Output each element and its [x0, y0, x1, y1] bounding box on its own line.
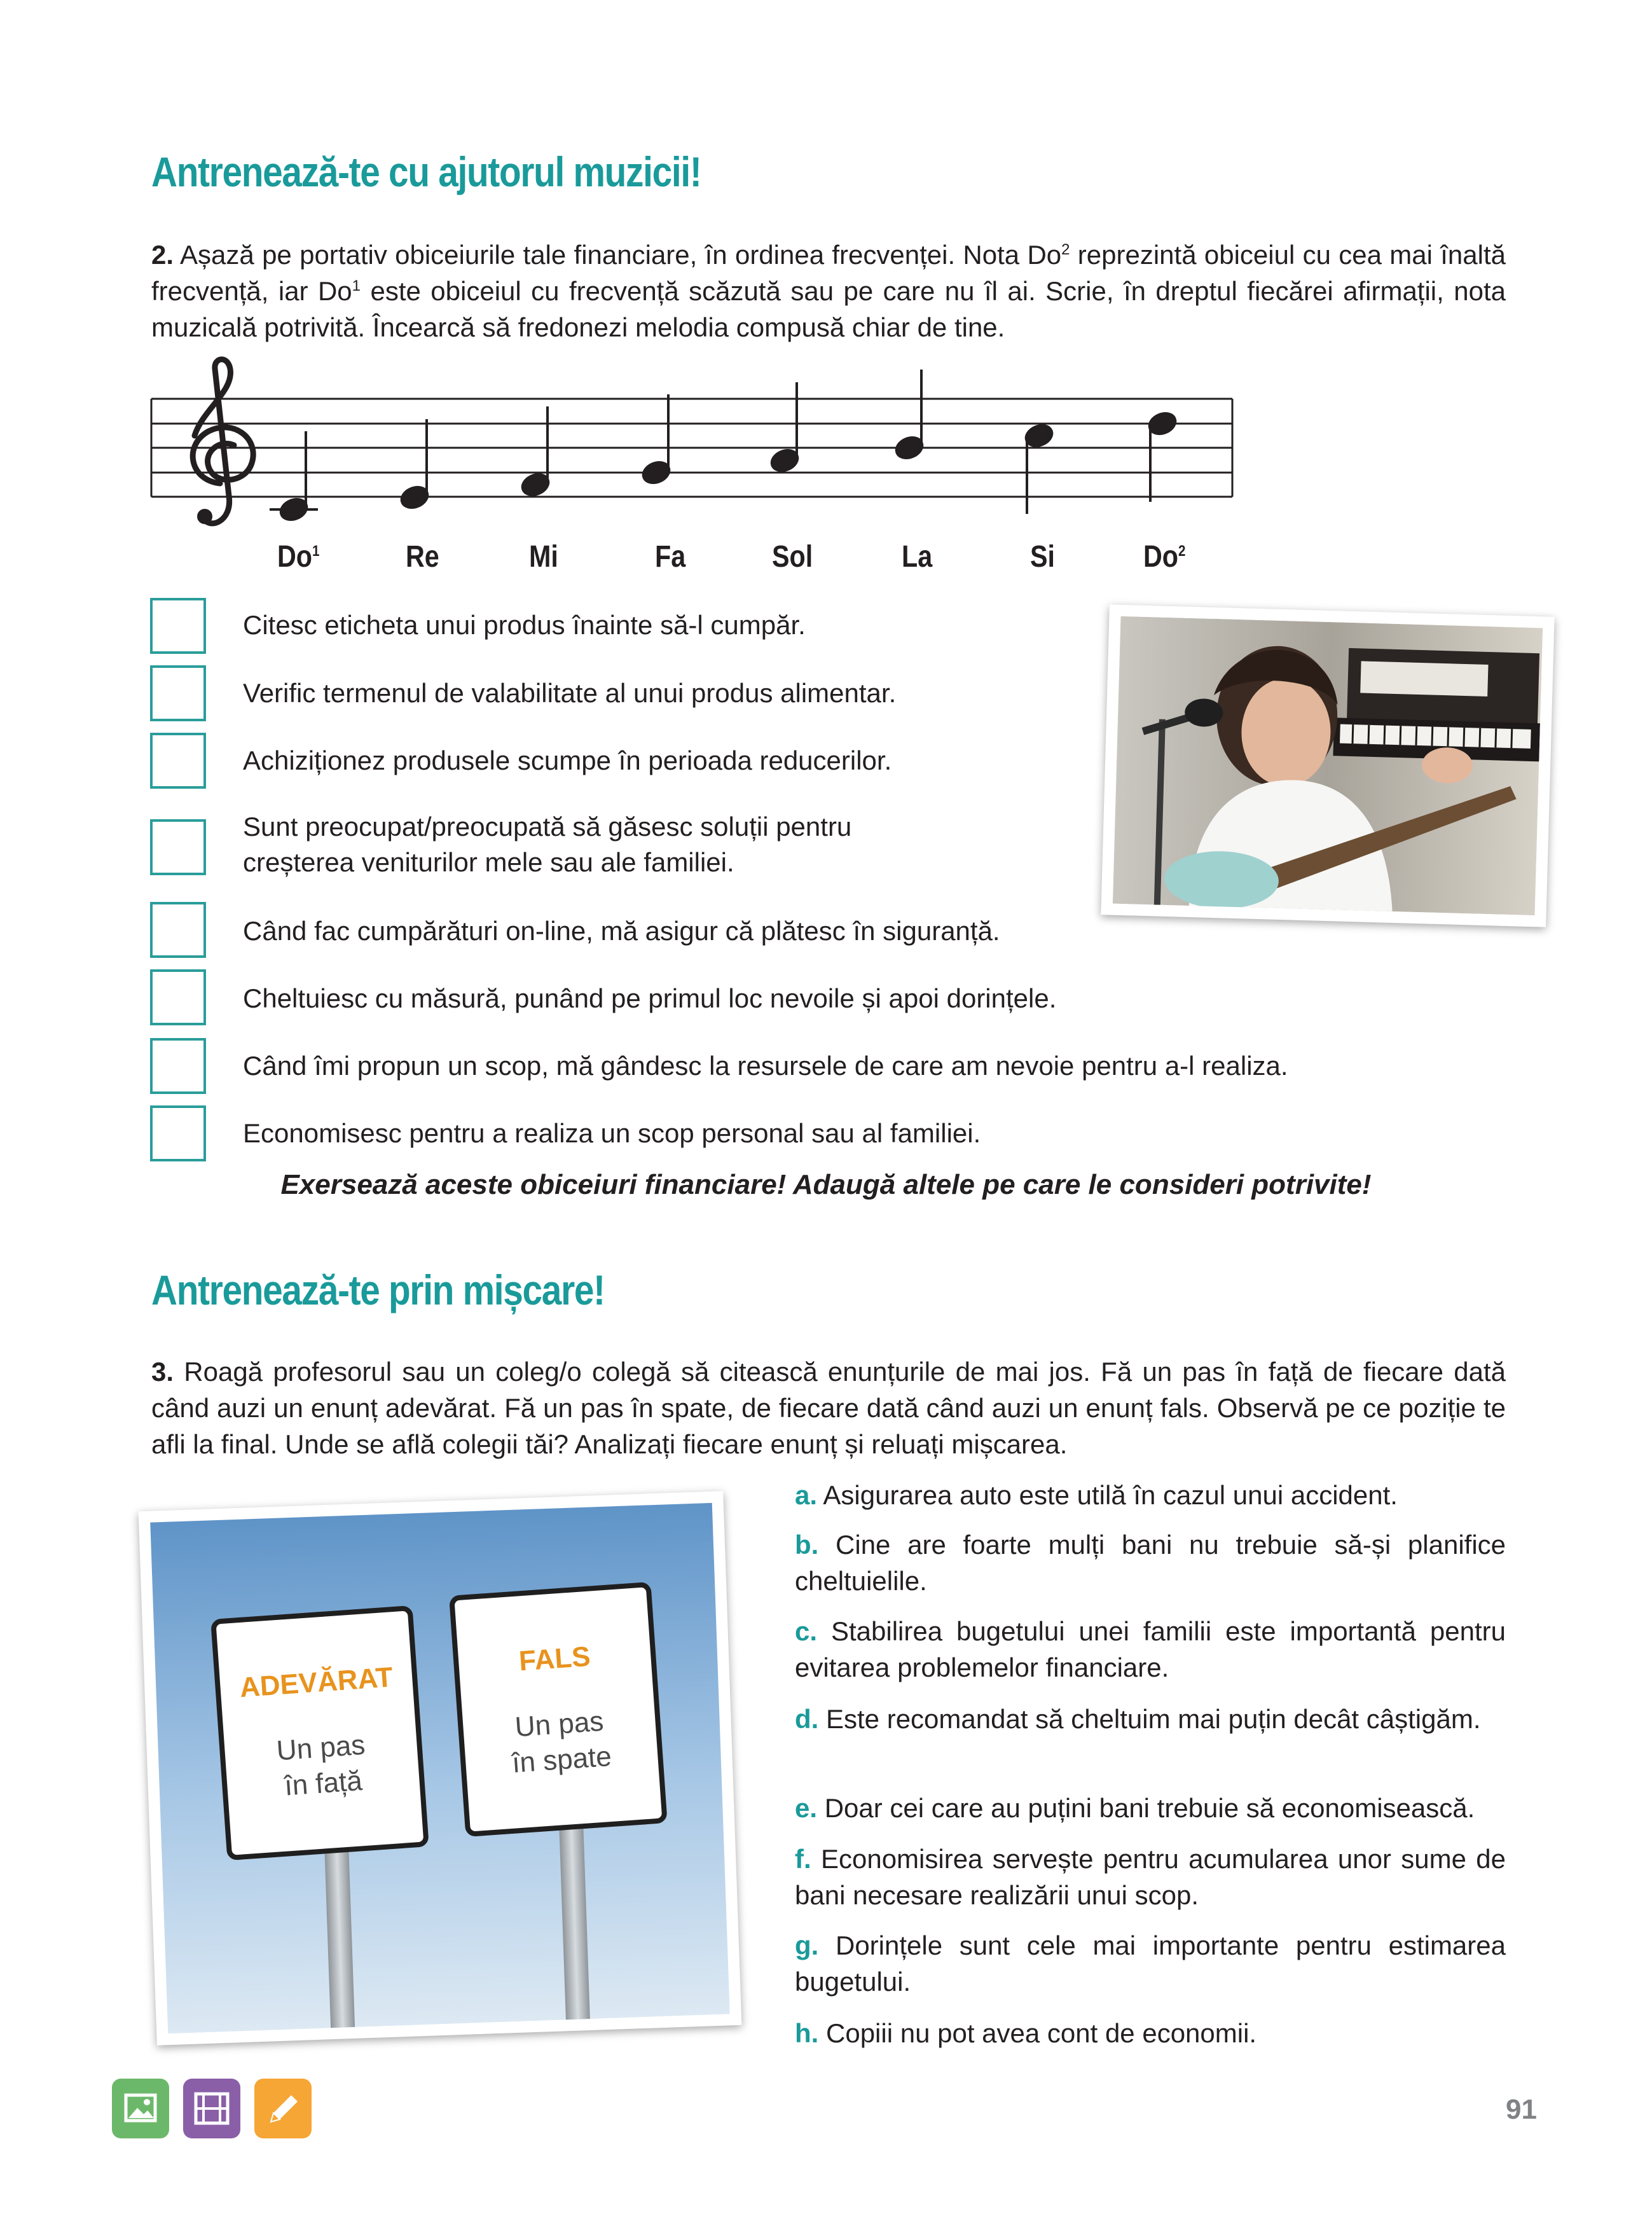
note-label-la: La [902, 540, 933, 574]
statement-letter: g. [795, 1930, 819, 1960]
sign-false-line2: în spate [511, 1740, 613, 1779]
habit-text-2: Verific termenul de valabilitate al unui produs alimentar. [243, 678, 897, 708]
exercise-2-text-part: Așază pe portativ obiceiurile tale financiare, în ordinea frecvenței. Nota Do [180, 240, 1062, 270]
sign-post-right [559, 1825, 590, 2030]
page-number: 91 [1506, 2094, 1537, 2125]
musician-photo-image [1113, 616, 1543, 915]
statement-text: Dorințele sunt cele mai importante pentru estimarea bugetului. [795, 1930, 1506, 1997]
note-label-do2 [1143, 539, 1186, 574]
habit-text-3: Achiziționez produsele scumpe în perioada reducerilor. [243, 745, 892, 775]
signs-photo [139, 1491, 742, 2046]
habit-text-6: Cheltuiesc cu măsură, punând pe primul loc nevoile și apoi dorințele. [243, 983, 1057, 1013]
habit-checkbox-2[interactable] [150, 665, 206, 721]
emphasis-text: Exersează aceste obiceiuri financiare! Adaugă altele pe care le consideri potrivite! [280, 1169, 1372, 1200]
note-label-re: Re [406, 540, 439, 574]
pencil-icon[interactable] [254, 2079, 312, 2138]
exercise-number: 3. [151, 1357, 174, 1387]
habit-text-4: Sunt preocupat/preocupată să găsesc soluții pentru creșterea veniturilor mele sau ale familiei. [243, 812, 852, 877]
statement-f [795, 1841, 1506, 1913]
exercise-3-text-body: Roagă profesorul sau un coleg/o colegă să citească enunțurile de mai jos. Fă un pas în față de fiecare dată când auzi un enunț adevărat. Fă un pas în spate, de fiecare dată când auzi un enunț fals. Observă pe ce poziție te afli la final. Unde se află colegii tăi? Analizați fiecare enunț și reluați mișcarea. [151, 1357, 1506, 1459]
note-label-fa: Fa [655, 540, 686, 574]
statement-letter: h. [795, 2018, 819, 2048]
note-label-sol: Sol [772, 540, 813, 574]
exercise-2-text [151, 237, 1506, 345]
habit-checkbox-6[interactable] [150, 969, 206, 1025]
habit-text-5: Când fac cumpărături on-line, mă asigur că plătesc în siguranță. [243, 916, 1000, 946]
statement-text: Copiii nu pot avea cont de economii. [826, 2018, 1257, 2048]
film-icon-glyph [183, 2079, 240, 2138]
statement-e [795, 1790, 1506, 1826]
note-label-si: Si [1030, 540, 1056, 574]
habit-text-7: Când îmi propun un scop, mă gândesc la resursele de care am nevoie pentru a-l realiza. [243, 1051, 1288, 1081]
clef-dot [197, 509, 212, 524]
statement-letter: f. [795, 1844, 811, 1874]
statement-d [795, 1701, 1506, 1737]
exercise-2-text-part: este obiceiul cu frecvență scăzută sau pe care nu îl ai. Scrie, în dreptul fiecărei afirmații, nota muzicală potrivită. Încearcă să fredonezi melodia compusă chiar de tine. [151, 276, 1506, 342]
habit-text-1: Citesc eticheta unui produs înainte să-l cumpăr. [243, 610, 806, 640]
statement-a [795, 1477, 1506, 1513]
sign-true-line2: în față [283, 1765, 364, 1802]
habit-checkbox-7[interactable] [150, 1038, 206, 1094]
statement-text: Doar cei care au puțini bani trebuie să economisească. [824, 1793, 1475, 1823]
statement-h [795, 2015, 1506, 2051]
habit-checkbox-1[interactable] [150, 598, 206, 654]
music-staff [145, 350, 1251, 541]
statement-letter: d. [795, 1704, 819, 1734]
sign-true-title: ADEVĂRAT [238, 1661, 394, 1704]
section-title-movement: Antrenează-te prin mișcare! [151, 1266, 605, 1313]
statement-b [795, 1527, 1506, 1599]
pencil-icon-glyph [254, 2079, 312, 2138]
statement-letter: e. [795, 1793, 818, 1823]
habit-checkbox-4[interactable] [150, 819, 206, 875]
habit-checkbox-8[interactable] [150, 1105, 206, 1161]
superscript: 1 [352, 277, 361, 294]
image-icon[interactable] [112, 2079, 169, 2138]
statement-text: Este recomandat să cheltuim mai puțin decât câștigăm. [826, 1704, 1481, 1734]
film-icon[interactable] [183, 2079, 240, 2138]
statement-c [795, 1613, 1506, 1686]
sign-false-title: FALS [518, 1640, 592, 1677]
note-label-mi: Mi [529, 540, 558, 574]
statement-text: Economisirea servește pentru acumularea unor sume de bani necesare realizării unui scop. [795, 1844, 1506, 1910]
habit-checkbox-5[interactable] [150, 902, 206, 958]
statement-text: Cine are foarte mulți bani nu trebuie să-și planifice cheltuielile. [795, 1530, 1506, 1596]
sign-true [210, 1605, 429, 1860]
statement-g [795, 1927, 1506, 2000]
note-label-sup: 2 [1178, 543, 1186, 560]
exercise-2-text-part: reprezintă obiceiul cu cea mai înaltă frecvență, iar Do [151, 240, 1506, 306]
statement-letter: b. [795, 1530, 819, 1560]
note-label-name: Do [277, 540, 313, 574]
sign-post-left [324, 1834, 355, 2033]
section-title-music: Antrenează-te cu ajutorul muzicii! [151, 148, 701, 195]
note-label-do1 [277, 539, 320, 574]
superscript: 2 [1061, 241, 1070, 258]
habit-text-8: Economisesc pentru a realiza un scop personal sau al familiei. [243, 1118, 981, 1148]
statement-text: Stabilirea bugetului unei familii este importantă pentru evitarea problemelor financiare. [795, 1616, 1506, 1682]
treble-clef-icon [193, 359, 253, 523]
staff-lines [151, 399, 1232, 497]
exercise-3-text [151, 1354, 1506, 1462]
exercise-number: 2. [151, 240, 174, 270]
sign-false [449, 1582, 668, 1837]
sky-background [150, 1503, 730, 2033]
statement-text: Asigurarea auto este utilă în cazul unui accident. [823, 1480, 1398, 1510]
note-label-sup: 1 [312, 543, 320, 560]
sign-true-line1: Un pas [275, 1729, 366, 1767]
note-label-name: Do [1143, 540, 1179, 574]
statement-letter: a. [795, 1480, 818, 1510]
image-icon-glyph [112, 2079, 169, 2138]
statement-letter: c. [795, 1616, 818, 1646]
musician-photo [1101, 604, 1554, 927]
sign-false-line1: Un pas [514, 1705, 605, 1743]
habit-checkbox-3[interactable] [150, 733, 206, 789]
